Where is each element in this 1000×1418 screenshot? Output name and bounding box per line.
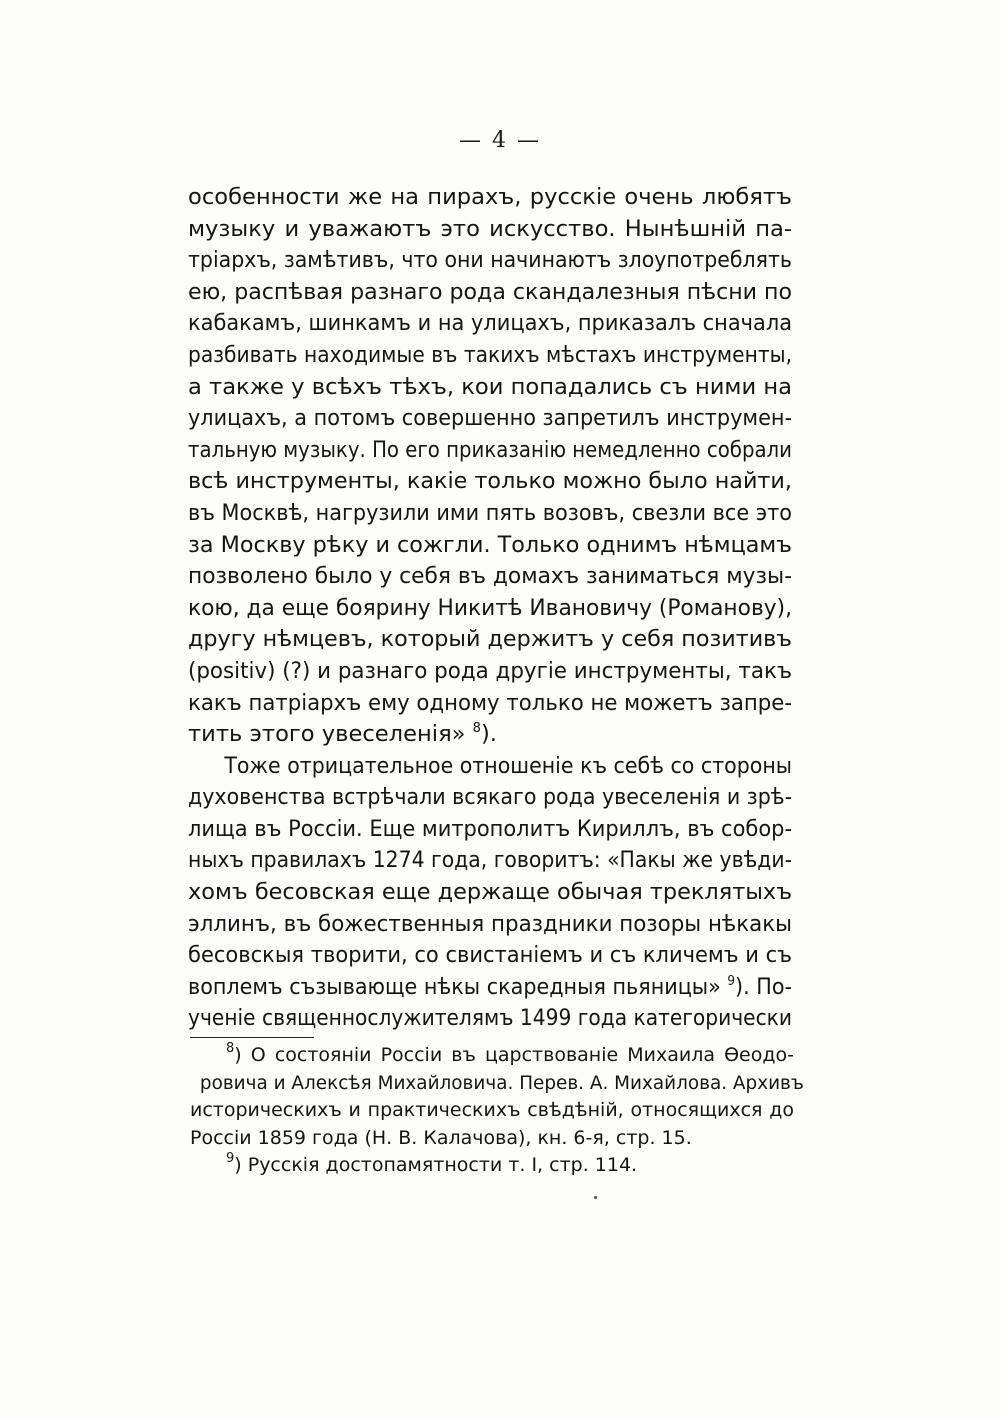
text-line: тріархъ, замѣтивъ, что они начинаютъ злоупотреблять <box>188 247 792 274</box>
text-line: кабакамъ, шинкамъ и на улицахъ, приказалъ сначала <box>188 310 793 337</box>
text-line: ею, распѣвая разнаго рода скандалезныя пѣсни по <box>188 278 793 305</box>
text-line: Тоже отрицательное отношеніе къ себѣ со стороны <box>224 752 793 779</box>
footnote-marker: 8 <box>226 1041 235 1056</box>
text-line: разбивать находимые въ такихъ мѣстахъ инструменты, <box>188 341 792 368</box>
print-speck <box>594 1196 597 1199</box>
text-line: духовенства встрѣчали всякаго рода увеселенія и зрѣ- <box>188 784 793 811</box>
text-fragment: воплемъ съзывающе нѣкы скаредныя пьяницы» <box>188 973 721 1000</box>
footnote-line: историческихъ и практическихъ свѣдѣній, относящихся до <box>190 1099 794 1121</box>
footnote-ref-8[interactable]: 8 <box>472 721 481 737</box>
text-line: ученіе священнослужителямъ 1499 года категорически <box>188 1005 793 1032</box>
footnotes <box>190 1041 804 1180</box>
text-line: позволено было у себя въ домахъ заниматься музы- <box>188 563 793 590</box>
text-line: бесовскыя творити, со свистаніемъ и съ кличемъ и съ <box>188 942 792 969</box>
text-line: (positiv) (?) и разнаго рода другіе инструменты, такъ <box>188 657 792 684</box>
text-line: за Москву рѣку и сожгли. Только однимъ нѣмцамъ <box>188 531 792 558</box>
text-fragment: ) Русскія достопамятности т. I, стр. 114. <box>234 1154 638 1176</box>
footnote-line: Россіи 1859 года (Н. В. Калачова), кн. 6-я, стр. 15. <box>190 1126 692 1149</box>
text-line: эллинъ, въ божественныя праздники позоры нѣкакы <box>188 910 793 937</box>
text-line: лища въ Россіи. Еще митрополитъ Кириллъ, въ собор- <box>188 815 793 842</box>
paragraph-1 <box>188 182 792 751</box>
footnote-line <box>190 1152 794 1180</box>
footnote-8 <box>190 1041 804 1152</box>
footnote-marker: 9 <box>226 1151 235 1166</box>
footnote-divider <box>190 1037 314 1038</box>
text-line: тальную музыку. По его приказанію немедленно собрали <box>188 436 793 463</box>
paragraph-2 <box>188 751 792 1035</box>
footnote-9 <box>190 1152 794 1180</box>
text-line: всѣ инструменты, какіе только можно было найти, <box>188 468 792 495</box>
text-fragment: ). По- <box>735 973 792 1000</box>
text-line: особенности же на пирахъ, русскіе очень любятъ <box>188 184 792 210</box>
text-line: музыку и уважаютъ это искусство. Нынѣшній па- <box>188 215 792 242</box>
text-line: а также у всѣхъ тѣхъ, кои попадались съ ними на <box>188 373 792 400</box>
text-line: въ Москвѣ, нагрузили ими пять возовъ, свезли все это <box>188 499 793 526</box>
text-line <box>188 719 792 751</box>
text-line: ныхъ правилахъ 1274 года, говоритъ: «Пакы же увѣди- <box>188 847 792 874</box>
text-line: другу нѣмцевъ, который держитъ у себя позитивъ <box>188 626 793 653</box>
page-number: — 4 — <box>459 128 541 153</box>
text-line: улицахъ, а потомъ совершенно запретилъ инструмен- <box>188 405 792 432</box>
text-fragment: ). <box>480 721 497 748</box>
text-line: хомъ бесовская еще держаще обычая треклятыхъ <box>188 879 793 906</box>
text-line: какъ патріархъ ему одному только не можетъ запре- <box>188 689 793 716</box>
footnote-line: ровича и Алексѣя Михайловича. Перев. А. Михайлова. Архивъ <box>199 1071 804 1094</box>
main-text <box>188 182 792 1035</box>
footnote-line <box>190 1042 794 1070</box>
text-line: кою, да еще боярину Никитѣ Ивановичу (Романову), <box>188 594 792 621</box>
footnote-ref-9[interactable]: 9 <box>727 973 736 989</box>
text-line <box>188 972 792 1004</box>
text-fragment: тить этого увеселенія» <box>188 721 466 748</box>
text-fragment: ) О состояніи Россіи въ царствованіе Михаила Ѳеодо- <box>234 1044 794 1066</box>
